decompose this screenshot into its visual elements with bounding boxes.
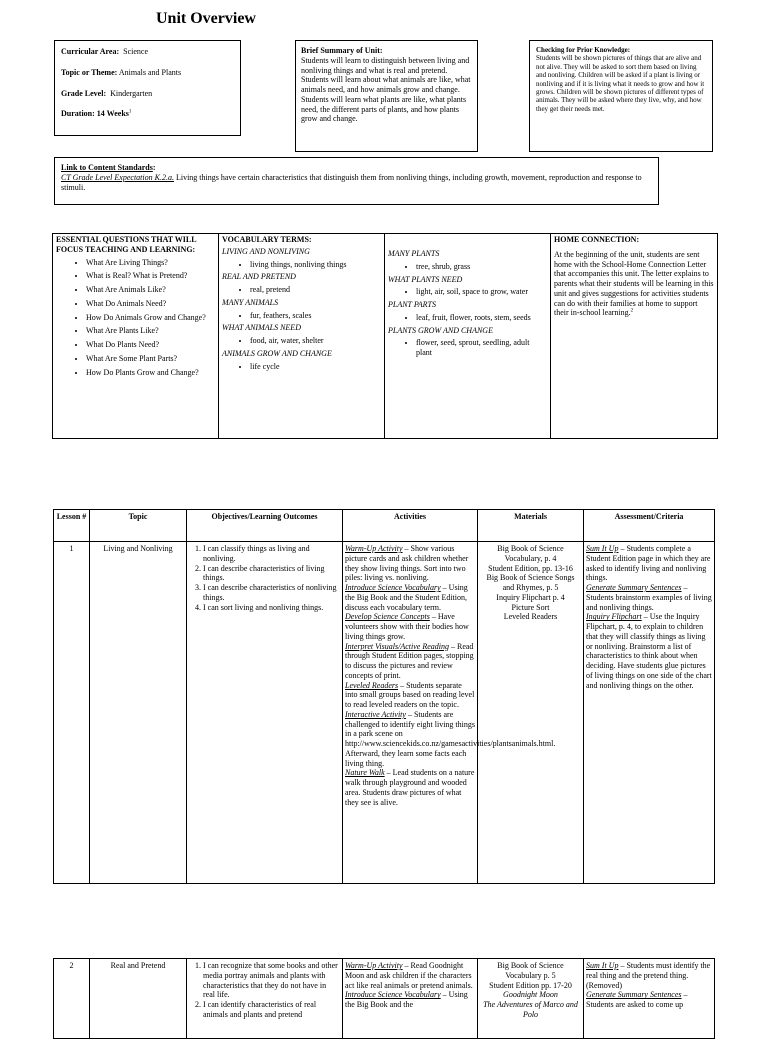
vocabulary-list [222, 336, 381, 346]
assessment-name: Sum It Up [586, 544, 619, 553]
objective-item: 1. I can classify things as living and nonliving. [203, 544, 340, 564]
activity-text: Show various picture cards and ask children whether they show living things. Sort into two piles: living vs. nonliving. [345, 544, 469, 583]
essential-question: • What Are Living Things? [86, 258, 215, 268]
activity-name: Warm-Up Activity [345, 544, 403, 553]
vocabulary-list [222, 311, 381, 321]
vocabulary-term: • tree, shrub, grass [416, 262, 547, 272]
unit-info-box: Curricular Area: Science Topic or Theme: Animals and Plants Grade Level: Kindergarten Duration: 14 Weeks$^1$ [54, 40, 241, 136]
activity-name: Introduce Science Vocabulary [345, 583, 441, 592]
vocabulary-list [388, 338, 547, 358]
essential-question: • What Are Plants Like? [86, 326, 215, 336]
lesson-objectives [187, 959, 343, 1039]
activity-item: Develop Science Concepts – Have volunteers show with their bodies how living things grow. [345, 612, 469, 641]
activity-item: Introduce Science Vocabulary – Using the Big Book and the [345, 990, 468, 1009]
material-item: Inquiry Flipchart p. 4 [496, 592, 565, 602]
header-lesson-number: Lesson # [54, 510, 90, 542]
lesson-assessment [584, 542, 715, 884]
vocabulary-col2 [384, 233, 551, 439]
essential-question: • What Are Animals Like? [86, 285, 215, 295]
table-row [54, 542, 715, 884]
essential-question: • What Do Animals Need? [86, 299, 215, 309]
header-objectives: Objectives/Learning Outcomes [187, 510, 343, 542]
activity-name: Introduce Science Vocabulary [345, 990, 441, 1000]
objective-item: 1. I can recognize that some books and other media portray animals and plants with characteristics that they do not have in real life. [203, 961, 340, 1000]
vocabulary-group-heading: PLANT PARTS [388, 300, 436, 309]
activity-text: Read through Student Edition pages, stopping to discuss the pictures and review concepts of print. [345, 641, 474, 680]
activity-item: Leveled Readers – Students separate into small groups based on reading level to read leveled readers on the topic. [345, 680, 475, 709]
vocabulary-group-heading: PLANTS GROW AND CHANGE [388, 325, 493, 335]
assessment-item: Generate Summary Sentences – Students are asked to come up [586, 990, 688, 1009]
lesson-table [53, 509, 715, 884]
essential-question: • What is Real? What is Pretend? [86, 271, 215, 281]
activity-item: Warm-Up Activity – Show various picture cards and ask children whether they show living things. Sort into two piles: living vs. nonliving. [345, 544, 469, 583]
essential-question: • What Do Plants Need? [86, 340, 215, 350]
vocabulary-group-heading: LIVING AND NONLIVING [222, 246, 310, 256]
objective-item: 3. I can describe characteristics of nonliving things. [203, 583, 340, 603]
assessment-name: Generate Summary Sentences [586, 990, 682, 1000]
assessment-text: Students are asked to come up [586, 1000, 684, 1009]
material-item: Big Book of Science Vocabulary, p. 4 [497, 544, 564, 563]
essential-questions-list [56, 258, 215, 378]
vocabulary-term: • flower, seed, sprout, seedling, adult plant [416, 338, 547, 358]
assessment-text: Students complete a Student Edition page in which they are asked to identify living and nonliving things. [586, 544, 711, 583]
vocabulary-group-heading: MANY ANIMALS [222, 297, 279, 307]
activity-text: Have volunteers show with their bodies how living things grow. [345, 612, 469, 641]
activity-text: Read Goodnight Moon and ask children if the characters act like real animals or pretend animals. [345, 961, 473, 990]
duration-label: Duration [61, 109, 93, 119]
lesson-activities [343, 959, 478, 1039]
material-item: The Adventures of Marco and Polo [483, 1000, 578, 1019]
lesson-number: 2 [54, 959, 90, 1039]
header-activities: Activities [343, 510, 478, 542]
vocabulary-term: • fur, feathers, scales [250, 311, 381, 321]
activity-name: Warm-Up Activity [345, 961, 403, 970]
activity-item: Nature Walk – Lead students on a nature walk through playground and wooded area. Students draw pictures of what they see is alive. [345, 768, 475, 807]
assessment-item: Sum It Up – Students must identify the real thing and the pretend thing. (Removed) [586, 961, 711, 990]
essential-question: • How Do Plants Grow and Change? [86, 368, 215, 378]
topic-value: Animals and Plants [118, 67, 182, 77]
vocabulary-term: • leaf, fruit, flower, roots, stem, seeds [416, 313, 547, 323]
activity-text: Lead students on a nature walk through playground and wooded area. Students draw pictures of what they see is alive. [345, 768, 475, 807]
prior-knowledge-box: Checking for Prior Knowledge: Students will be shown pictures of things that are alive and not alive. They will be asked to sort them based on living and nonliving. Children will be asked if a plant is living or nonliving and if it is living what it needs to grow and how it grows. Children will be shown pictures of different types of animals. They will be asked where they live, why, and how they get their needs met. [529, 40, 713, 152]
summary-box: Brief Summary of Unit: Students will learn to distinguish between living and nonliving things and what is real and pretend. Students will learn about what animals are like, what animals need, and how animals grow and change. Students will learn what plants are like, what plants need, the different parts of plants, and how plants grow and change. [295, 40, 478, 152]
vocabulary-list [388, 313, 547, 323]
activity-item: Interactive Activity – Students are challenged to identify eight living things in a park scene on http://www.sciencekids.co.nz/gamesactivities/plantsanimals.html. Afterward, they learn some facts each living thing. [345, 709, 556, 768]
grade-label: Grade Level [61, 88, 104, 98]
curricular-area-value: Science [123, 47, 149, 56]
essential-questions-box: ESSENTIAL QUESTIONS THAT WILL FOCUS TEACHING AND LEARNING: • What Are Living Things? • What is Real? What is Pretend? • What Are Animals Like? • What Do Animals Need? • How Do Animals Grow and Change? • What Are Plants Like? • What Do Plants Need? • What Are Some Plant Parts? • How Do Plants Grow and Change? [52, 233, 219, 439]
vocabulary-list [222, 362, 381, 372]
assessment-name: Generate Summary Sentences [586, 583, 682, 592]
essential-questions-heading: ESSENTIAL QUESTIONS THAT WILL FOCUS TEACHING AND LEARNING [56, 235, 197, 254]
lesson-materials [478, 959, 584, 1039]
lesson-topic: Living and Nonliving [90, 542, 187, 884]
objective-item: 2. I can describe characteristics of living things. [203, 564, 340, 584]
objective-item: 4. I can sort living and nonliving things. [203, 603, 340, 613]
vocabulary-list [388, 287, 547, 297]
vocabulary-group-heading: MANY PLANTS [388, 249, 440, 258]
objective-item: 2. I can identify characteristics of real animals and plants and pretend [203, 1000, 340, 1020]
activity-name: Nature Walk [345, 768, 385, 778]
page-title: Unit Overview [156, 10, 256, 27]
standards-heading: Link to Content Standards [61, 163, 153, 172]
lesson-topic: Real and Pretend [90, 959, 187, 1039]
vocabulary-group-heading: REAL AND PRETEND [222, 272, 296, 282]
activity-text: Students separate into small groups based on reading level to read leveled readers on the topic. [345, 680, 475, 709]
assessment-text: Use the Inquiry Flipchart, p. 4, to explain to children that they will classify things as living or nonliving. Brainstorm a list of characteristics to think about when deciding. Have students glue pictures of living things on one side of the chart and nonliving things on the other. [586, 612, 712, 690]
vocabulary-term: • living things, nonliving things [250, 260, 381, 270]
header-topic: Topic [90, 510, 187, 542]
vocabulary-list [222, 285, 381, 295]
assessment-name: Sum It Up [586, 961, 619, 970]
header-materials: Materials [478, 510, 584, 542]
assessment-text: Students must identify the real thing and the pretend thing. (Removed) [586, 961, 711, 990]
topic-label: Topic or Theme [61, 67, 115, 77]
assessment-name: Inquiry Flipchart [586, 612, 642, 622]
prior-knowledge-heading: Checking for Prior Knowledge [536, 46, 628, 54]
activity-name: Interactive Activity [345, 709, 406, 719]
lesson-objectives [187, 542, 343, 884]
duration-value: 14 Weeks [96, 109, 129, 119]
material-item: Goodnight Moon [503, 990, 558, 1000]
vocabulary-term: • real, pretend [250, 285, 381, 295]
header-assessment: Assessment/Criteria [584, 510, 715, 542]
vocabulary-list [388, 262, 547, 272]
summary-heading: Brief Summary of Unit [301, 46, 380, 55]
material-item: Leveled Readers [503, 612, 558, 622]
assessment-text: Students brainstorm examples of living and nonliving things. [586, 592, 712, 612]
assessment-item: Inquiry Flipchart – Use the Inquiry Flipchart, p. 4, to explain to children that they will classify things as living or nonliving. Brainstorm a list of characteristics to think about when deciding. Have students glue pictures of living things on one side of the chart and nonliving things on the other. [586, 612, 712, 690]
vocabulary-group-heading: WHAT PLANTS NEED [388, 274, 463, 284]
lesson-table-continued [53, 958, 715, 1039]
assessment-item: Generate Summary Sentences – Students brainstorm examples of living and nonliving things. [586, 583, 712, 612]
lesson-number: 1 [54, 542, 90, 884]
material-item: Big Book of Science Songs and Rhymes, p. 5 [486, 573, 575, 592]
curricular-area-label: Curricular Area [61, 47, 117, 56]
vocabulary-term: • food, air, water, shelter [250, 336, 381, 346]
vocabulary-list [222, 260, 381, 270]
lesson-assessment [584, 959, 715, 1039]
prior-knowledge-text: Students will be shown pictures of things that are alive and not alive. They will be asked to sort them based on living and nonliving. Children will be asked if a plant is living or nonliving and if it is living what it needs to grow and how it grows. Children will be shown pictures of different types of animals. They will be asked where they live, why, and how they get their needs met. [536, 54, 705, 113]
standards-text: Living things have certain characteristics that distinguish them from nonliving things, including growth, movement, reproduction and response to stimuli. [61, 172, 642, 192]
activity-text: Using the Big Book and the Student Edition, discuss each vocabulary term. [345, 583, 468, 612]
table-row [54, 959, 715, 1039]
material-item: Big Book of Science Vocabulary p. 5 [497, 961, 564, 980]
standards-expectation: CT Grade Level Expectation K.2.a. [61, 172, 174, 182]
vocabulary-term: • light, air, soil, space to grow, water [416, 287, 547, 297]
activity-name: Leveled Readers [345, 680, 399, 690]
activity-item: Interpret Visuals/Active Reading – Read through Student Edition pages, stopping to discuss the pictures and review concepts of print. [345, 641, 474, 680]
vocabulary-group-heading: ANIMALS GROW AND CHANGE [222, 348, 332, 358]
home-connection-heading: HOME CONNECTION [554, 235, 637, 244]
assessment-item: Sum It Up – Students complete a Student Edition page in which they are asked to identify living and nonliving things. [586, 544, 711, 583]
activity-name: Interpret Visuals/Active Reading [345, 641, 449, 651]
material-item: Student Edition, pp. 13-16 [488, 563, 573, 573]
material-item: Picture Sort [511, 602, 550, 612]
vocabulary-heading: VOCABULARY TERMS [222, 235, 309, 244]
summary-text: Students will learn to distinguish between living and nonliving things and what is real and pretend. Students will learn about what animals are like, what animals need, and how animals grow and change. Students will learn what plants are like, what plants need, the different parts of plants, and how plants grow and change. [301, 55, 471, 124]
activity-text: Students are challenged to identify eight living things in a park scene on http://www.sciencekids.co.nz/gamesactivities/plantsanimals.html. Afterward, they learn some facts each living thing. [345, 709, 556, 768]
essential-question: • How Do Animals Grow and Change? [86, 313, 215, 323]
activity-name: Develop Science Concepts [345, 612, 430, 622]
vocabulary-group-heading: WHAT ANIMALS NEED [222, 323, 301, 333]
grade-value: Kindergarten [110, 88, 153, 98]
lesson-materials [478, 542, 584, 884]
vocabulary-col1: VOCABULARY TERMS: LIVING AND NONLIVING • living things, nonliving things REAL AND PRETEND • real, pretend MANY ANIMALS • fur, feathers, scales WHAT ANIMALS NEED • food, air, water, shelter ANIMALS GROW AND CHANGE • life cycle [218, 233, 385, 439]
standards-box: Link to Content Standards: CT Grade Level Expectation K.2.a. Living things have certain characteristics that distinguish them from nonliving things, including growth, movement, reproduction and response to stimuli. [54, 157, 659, 205]
essential-question: • What Are Some Plant Parts? [86, 354, 215, 364]
activity-item: Introduce Science Vocabulary – Using the Big Book and the Student Edition, discuss each vocabulary term. [345, 583, 468, 612]
activity-text: Using the Big Book and the [345, 990, 468, 1009]
home-connection-text: At the beginning of the unit, students are sent home with the School-Home Connection Letter that accompanies this unit. The letter explains to parents what their students will be learning in this unit and gives suggestions for activities students can do with their families at home to support their in-school learning. [554, 249, 714, 318]
activity-item: Warm-Up Activity – Read Goodnight Moon and ask children if the characters act like real animals or pretend animals. [345, 961, 473, 990]
vocabulary-term: • life cycle [250, 362, 381, 372]
material-item: Student Edition pp. 17-20 [489, 980, 572, 990]
home-connection-box: HOME CONNECTION: At the beginning of the unit, students are sent home with the School-Home Connection Letter that accompanies this unit. The letter explains to parents what their students will be learning in this unit and gives suggestions for activities students can do with their families at home to support their in-school learning.$^2$ [550, 233, 718, 439]
